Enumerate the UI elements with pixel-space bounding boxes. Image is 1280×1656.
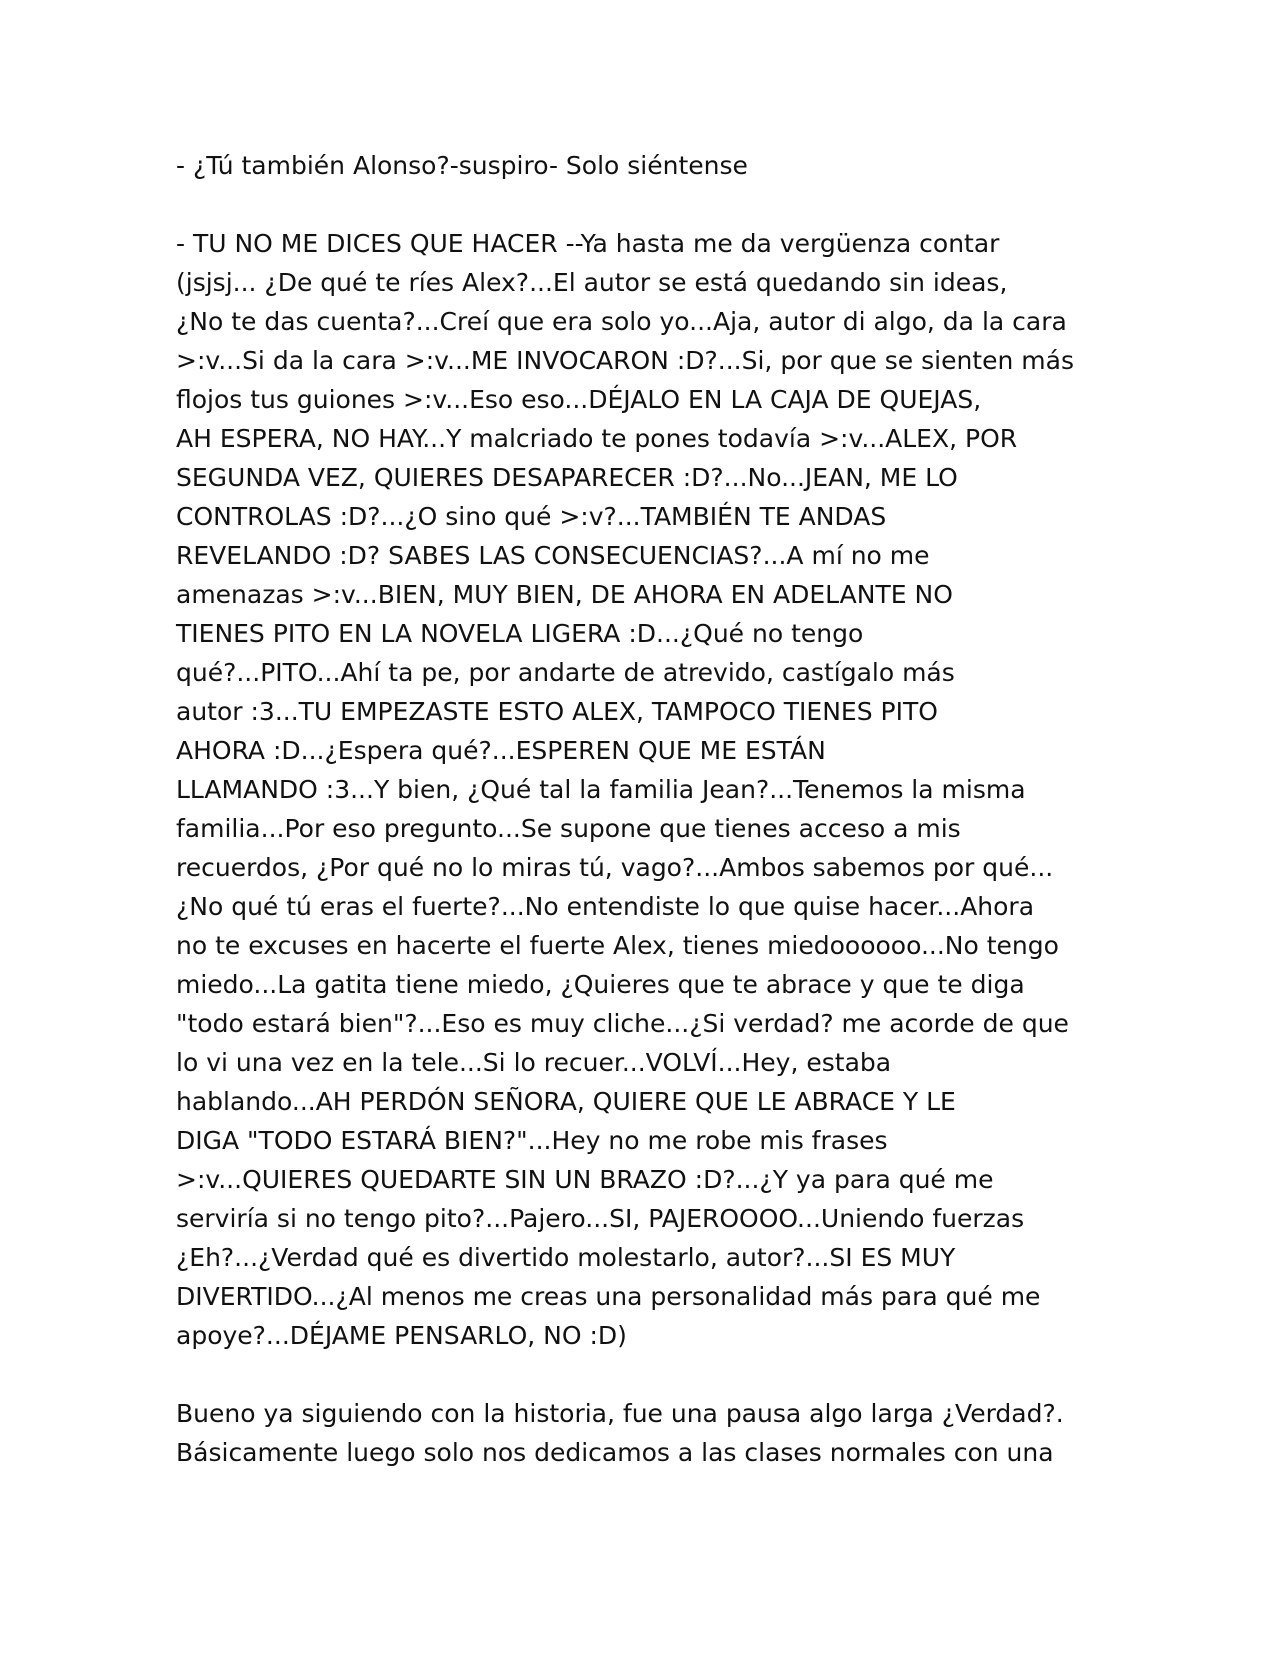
text-line: DIGA "TODO ESTARÁ BIEN?"...Hey no me robe mis frases — [176, 1126, 888, 1155]
text-line: >:v...Si da la cara >:v...ME INVOCARON :D?...Si, por que se sienten más — [176, 346, 1074, 375]
document-body — [176, 146, 1106, 1511]
paragraph-1 — [176, 146, 1106, 185]
text-line: AHORA :D...¿Espera qué?...ESPEREN QUE ME ESTÁN — [176, 736, 826, 765]
text-line: ¿No qué tú eras el fuerte?...No entendiste lo que quise hacer...Ahora — [176, 892, 1035, 921]
text-line: >:v...QUIERES QUEDARTE SIN UN BRAZO :D?...¿Y ya para qué me — [176, 1165, 994, 1194]
text-line: autor :3...TU EMPEZASTE ESTO ALEX, TAMPOCO TIENES PITO — [176, 697, 938, 726]
text-line: LLAMANDO :3...Y bien, ¿Qué tal la familia Jean?...Tenemos la misma — [176, 775, 1026, 804]
text-line: apoye?...DÉJAME PENSARLO, NO :D) — [176, 1321, 627, 1350]
text-line: ¿Eh?...¿Verdad qué es divertido molestarlo, autor?...SI ES MUY — [176, 1243, 956, 1272]
text-line: ¿No te das cuenta?...Creí que era solo yo...Aja, autor di algo, da la cara — [176, 307, 1067, 336]
text-line: (jsjsj... ¿De qué te ríes Alex?...El autor se está quedando sin ideas, — [176, 268, 1008, 297]
text-line: flojos tus guiones >:v...Eso eso...DÉJALO EN LA CAJA DE QUEJAS, — [176, 385, 982, 414]
text-line: REVELANDO :D? SABES LAS CONSECUENCIAS?...A mí no me — [176, 541, 930, 570]
text-line: qué?...PITO...Ahí ta pe, por andarte de atrevido, castígalo más — [176, 658, 955, 687]
text-line: lo vi una vez en la tele...Si lo recuer...VOLVÍ...Hey, estaba — [176, 1048, 892, 1077]
text-line: hablando...AH PERDÓN SEÑORA, QUIERE QUE LE ABRACE Y LE — [176, 1087, 956, 1116]
text-line: - TU NO ME DICES QUE HACER --Ya hasta me da vergüenza contar — [176, 229, 1000, 258]
text-line: familia...Por eso pregunto...Se supone que tienes acceso a mis — [176, 814, 961, 843]
text-line: Bueno ya siguiendo con la historia, fue una pausa algo larga ¿Verdad?. — [176, 1399, 1064, 1428]
text-line: Básicamente luego solo nos dedicamos a las clases normales con una — [176, 1438, 1054, 1467]
text-line: recuerdos, ¿Por qué no lo miras tú, vago?...Ambos sabemos por qué... — [176, 853, 1054, 882]
paragraph-3 — [176, 1394, 1106, 1472]
text-line: miedo...La gatita tiene miedo, ¿Quieres que te abrace y que te diga — [176, 970, 1025, 999]
text-line: serviría si no tengo pito?...Pajero...SI, PAJEROOOO...Uniendo fuerzas — [176, 1204, 1025, 1233]
text-line: "todo estará bien"?...Eso es muy cliche...¿Si verdad? me acorde de que — [176, 1009, 1069, 1038]
text-line: - ¿Tú también Alonso?-suspiro- Solo siéntense — [176, 151, 748, 180]
text-line: TIENES PITO EN LA NOVELA LIGERA :D...¿Qué no tengo — [176, 619, 864, 648]
paragraph-2 — [176, 224, 1106, 1355]
text-line: amenazas >:v...BIEN, MUY BIEN, DE AHORA EN ADELANTE NO — [176, 580, 953, 609]
text-line: DIVERTIDO...¿Al menos me creas una personalidad más para qué me — [176, 1282, 1041, 1311]
text-line: CONTROLAS :D?...¿O sino qué >:v?...TAMBIÉN TE ANDAS — [176, 502, 887, 531]
text-line: AH ESPERA, NO HAY...Y malcriado te pones todavía >:v...ALEX, POR — [176, 424, 1018, 453]
text-line: no te excuses en hacerte el fuerte Alex, tienes miedoooooo...No tengo — [176, 931, 1059, 960]
text-line: SEGUNDA VEZ, QUIERES DESAPARECER :D?...No...JEAN, ME LO — [176, 463, 958, 492]
